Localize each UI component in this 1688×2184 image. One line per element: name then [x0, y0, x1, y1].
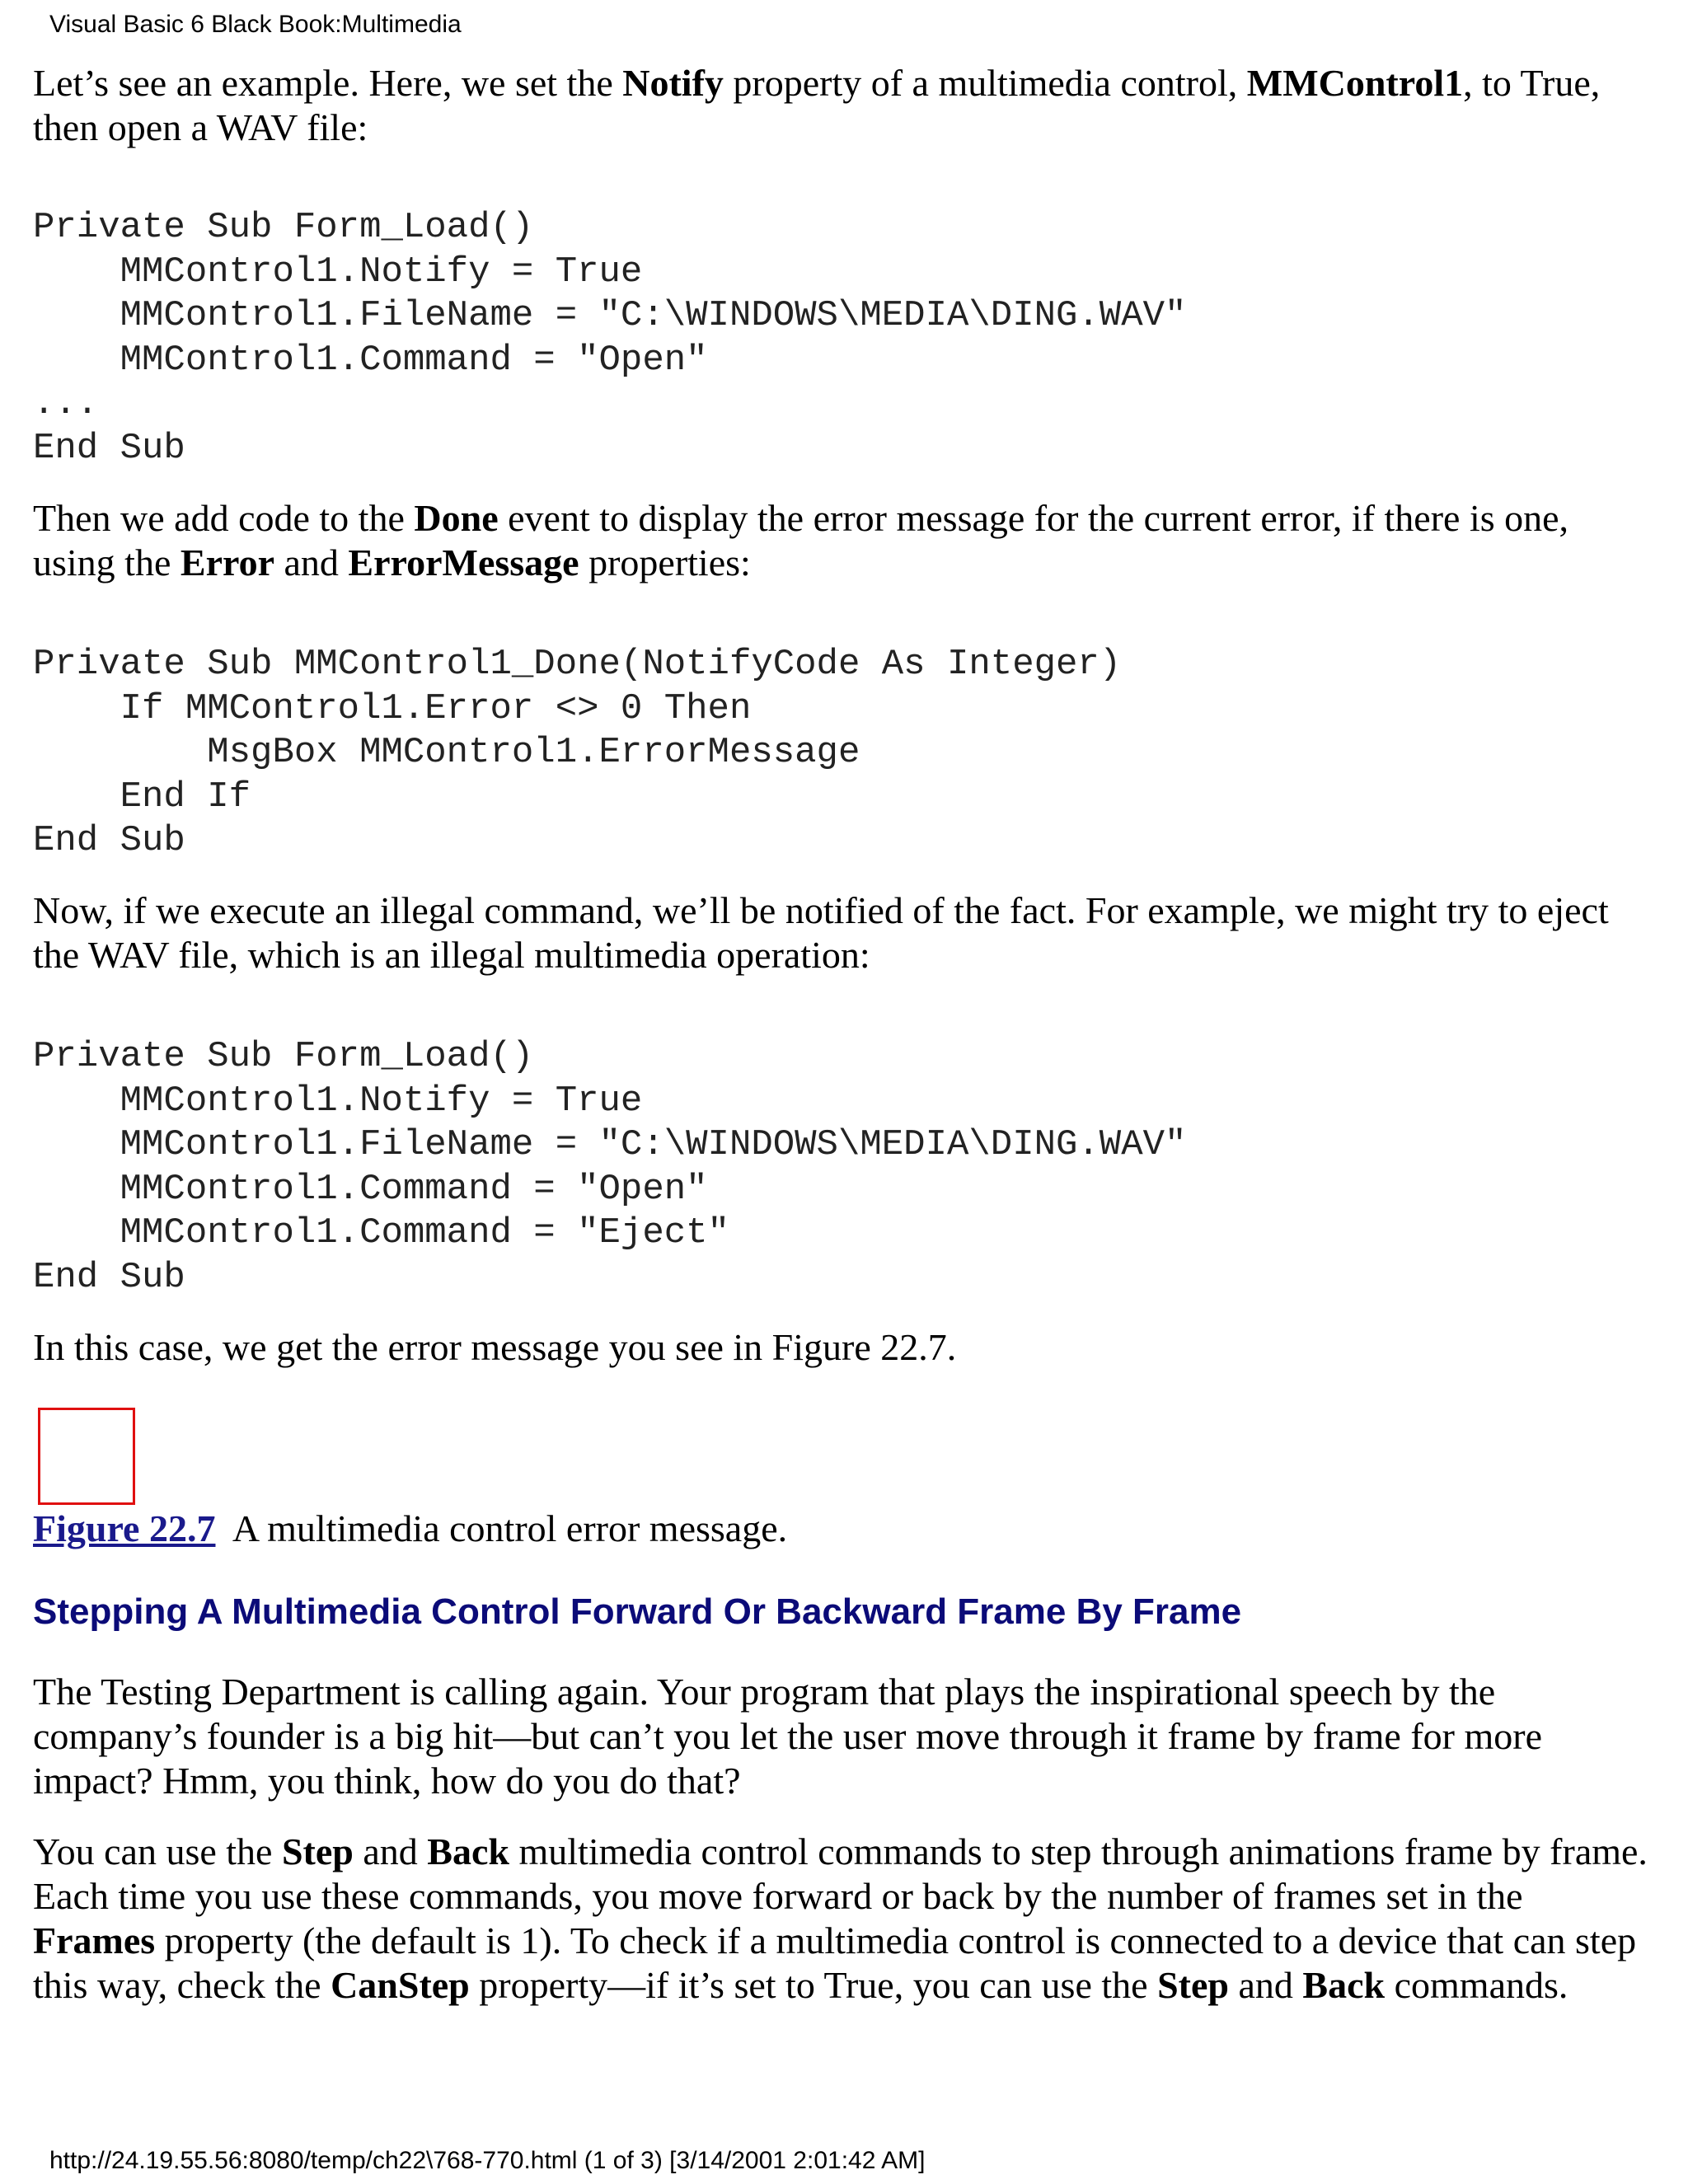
bold-term: Step	[1157, 1964, 1229, 2006]
bold-term: ErrorMessage	[348, 541, 579, 583]
text-run: and	[353, 1830, 428, 1872]
bold-term: Error	[180, 541, 274, 583]
broken-image-placeholder	[38, 1408, 135, 1505]
figure-caption	[33, 1507, 787, 1551]
bold-term: CanStep	[331, 1964, 470, 2006]
bold-term: Done	[414, 497, 499, 539]
section-heading: Stepping A Multimedia Control Forward Or Backward Frame By Frame	[33, 1591, 1242, 1632]
page-header: Visual Basic 6 Black Book:Multimedia	[49, 11, 462, 38]
code-block-eject: Private Sub Form_Load() MMControl1.Notify = True MMControl1.FileName = "C:\WINDOWS\MEDIA\DING.WAV" MMControl1.Command = "Open" MMControl1.Command = "Eject" End Sub	[33, 1036, 1187, 1298]
text-run: , to True, then open a WAV file:	[33, 62, 1601, 148]
text-run: You can use the	[33, 1830, 282, 1872]
paragraph-illegal-command: Now, if we execute an illegal command, we’ll be notified of the fact. For example, we might try to eject the WAV file, which is an illegal multimedia operation:	[33, 889, 1609, 976]
text-run: and	[1228, 1964, 1303, 2006]
paragraph-testing-dept: The Testing Department is calling again. Your program that plays the inspirational speech by the company’s founder is a big hit—but can’t you let the user move through it frame by frame for more impact? Hmm, you think, how do you do that?	[33, 1671, 1542, 1802]
bold-term: Back	[1302, 1964, 1386, 2006]
text-run: commands.	[1385, 1964, 1568, 2006]
bold-term: Frames	[33, 1919, 156, 1961]
bold-term: Back	[427, 1830, 509, 1872]
caption-text: A multimedia control error message.	[215, 1507, 788, 1549]
bold-term: Step	[281, 1830, 354, 1872]
text-run: and	[274, 541, 349, 583]
code-block-done-handler: Private Sub MMControl1_Done(NotifyCode As Integer) If MMControl1.Error <> 0 Then MsgBox MMControl1.ErrorMessage End If End Sub	[33, 644, 1122, 861]
paragraph-figure-ref: In this case, we get the error message you see in Figure 22.7.	[33, 1326, 957, 1368]
paragraph-step-back	[33, 1830, 1648, 2008]
figure-link[interactable]: Figure 22.7	[33, 1507, 216, 1549]
bold-term: MMControl1	[1246, 62, 1464, 104]
text-run: property (the default is 1). To check if a multimedia control is connected to a device that can step this way, check the	[33, 1919, 1637, 2006]
text-run: property of a multimedia control,	[723, 62, 1247, 104]
page-footer-url: http://24.19.55.56:8080/temp/ch22\768-770.html (1 of 3) [3/14/2001 2:01:42 AM]	[49, 2147, 926, 2174]
bold-term: Notify	[622, 62, 724, 104]
text-run: Then we add code to the	[33, 497, 415, 539]
text-run: property—if it’s set to True, you can use the	[469, 1964, 1158, 2006]
text-run: Let’s see an example. Here, we set the	[33, 62, 623, 104]
text-run: properties:	[579, 541, 751, 583]
paragraph-intro	[33, 61, 1648, 150]
text-run: event to display the error message for the current error, if there is one, using the	[33, 497, 1569, 583]
code-block-form-load: Private Sub Form_Load() MMControl1.Notify = True MMControl1.FileName = "C:\WINDOWS\MEDIA\DING.WAV" MMControl1.Command = "Open" ... End Sub	[33, 207, 1187, 469]
paragraph-done-event	[33, 496, 1648, 585]
text-run: multimedia control commands to step through animations frame by frame. Each time you use these commands, you move forward or back by the number of frames set in the	[33, 1830, 1648, 1917]
